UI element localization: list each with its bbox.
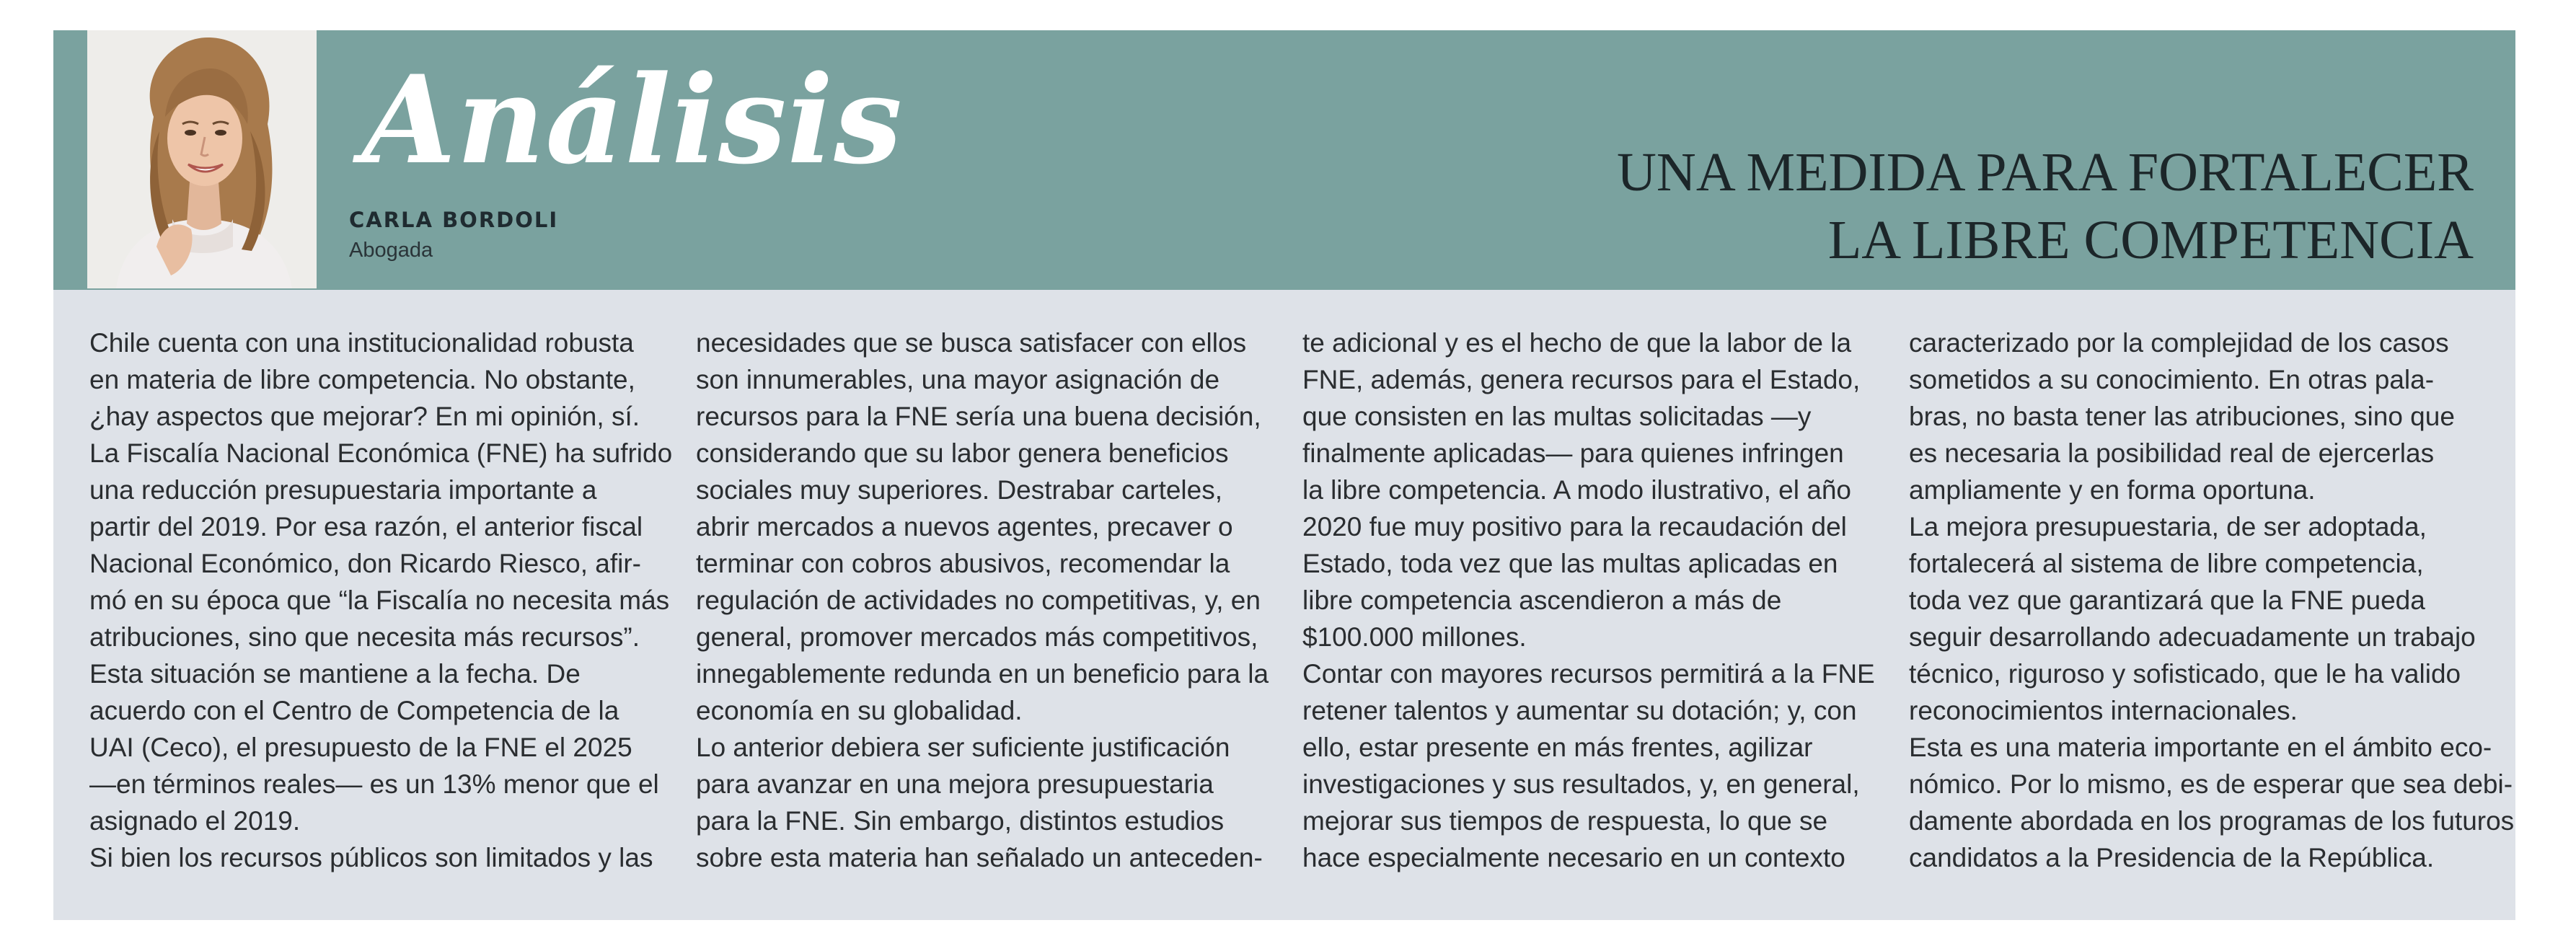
text-line: ello, estar presente en más frentes, agilizar (1302, 733, 1813, 762)
text-line: UAI (Ceco), el presupuesto de la FNE el 2025 (89, 733, 632, 762)
text-line: Esta es una materia importante en el ámbito eco- (1909, 733, 2492, 762)
text-line: terminar con cobros abusivos, recomendar la (696, 549, 1230, 578)
text-line: acuerdo con el Centro de Competencia de la (89, 696, 619, 725)
opinion-article (53, 30, 2515, 920)
text-line: economía en su globalidad. (696, 696, 1023, 725)
text-line: una reducción presupuestaria importante a (89, 475, 597, 505)
text-line: mó en su época que “la Fiscalía no necesita más (89, 585, 670, 615)
text-column-4 (1909, 324, 2515, 876)
text-line: Contar con mayores recursos permitirá a la FNE (1302, 659, 1875, 689)
text-line: Esta situación se mantiene a la fecha. De (89, 659, 581, 689)
text-line: seguir desarrollando adecuadamente un trabajo (1909, 622, 2476, 652)
text-line: recursos para la FNE sería una buena decisión, (696, 402, 1261, 431)
text-line: toda vez que garantizará que la FNE pueda (1909, 585, 2425, 615)
text-column-2 (696, 324, 1280, 876)
author-role: Abogada (349, 239, 433, 262)
author-name: CARLA BORDOLI (349, 208, 559, 232)
text-line: retener talentos y aumentar su dotación; y, con (1302, 696, 1857, 725)
text-line: finalmente aplicadas— para quienes infringen (1302, 438, 1844, 468)
text-line: para avanzar en una mejora presupuestaria (696, 769, 1214, 799)
text-line: bras, no basta tener las atribuciones, sino que (1909, 402, 2455, 431)
text-line: innegablemente redunda en un beneficio para la (696, 659, 1269, 689)
author-photo (87, 30, 317, 288)
text-column-3 (1302, 324, 1887, 876)
text-line: necesidades que se busca satisfacer con ellos (696, 328, 1247, 358)
article-headline (1617, 138, 2474, 274)
text-line: candidatos a la Presidencia de la República. (1909, 843, 2435, 872)
text-line: es necesaria la posibilidad real de ejercerlas (1909, 438, 2435, 468)
section-title: Análisis (362, 48, 903, 191)
text-line: asignado el 2019. (89, 806, 301, 836)
text-line: en materia de libre competencia. No obstante, (89, 365, 635, 394)
text-line: partir del 2019. Por esa razón, el anterior fiscal (89, 512, 643, 541)
text-line: —en términos reales— es un 13% menor que el (89, 769, 659, 799)
text-line: general, promover mercados más competitivos, (696, 622, 1258, 652)
text-line: Chile cuenta con una institucionalidad robusta (89, 328, 634, 358)
text-line: hace especialmente necesario en un contexto (1302, 843, 1845, 872)
text-line: considerando que su labor genera beneficios (696, 438, 1229, 468)
text-line: La Fiscalía Nacional Económica (FNE) ha sufrido (89, 438, 673, 468)
text-line: abrir mercados a nuevos agentes, precaver o (696, 512, 1233, 541)
text-line: Nacional Económico, don Ricardo Riesco, afir- (89, 549, 642, 578)
text-line: 2020 fue muy positivo para la recaudación del (1302, 512, 1847, 541)
text-line: La mejora presupuestaria, de ser adoptada, (1909, 512, 2427, 541)
headline-line: LA LIBRE COMPETENCIA (1827, 210, 2474, 270)
text-line: Si bien los recursos públicos son limitados y las (89, 843, 653, 872)
text-line: Estado, toda vez que las multas aplicadas en (1302, 549, 1838, 578)
text-line: que consisten en las multas solicitadas —y (1302, 402, 1812, 431)
text-line: son innumerables, una mayor asignación de (696, 365, 1220, 394)
text-line: atribuciones, sino que necesita más recursos”. (89, 622, 640, 652)
author-portrait-illustration (87, 30, 317, 288)
article-body (89, 324, 2515, 909)
text-line: nómico. Por lo mismo, es de esperar que sea debi- (1909, 769, 2513, 799)
text-line: regulación de actividades no competitivas, y, en (696, 585, 1261, 615)
text-line: para la FNE. Sin embargo, distintos estudios (696, 806, 1225, 836)
text-line: te adicional y es el hecho de que la labor de la (1302, 328, 1852, 358)
text-line: caracterizado por la complejidad de los casos (1909, 328, 2449, 358)
text-line: ampliamente y en forma oportuna. (1909, 475, 2316, 505)
text-line: libre competencia ascendieron a más de (1302, 585, 1782, 615)
text-line: fortalecerá al sistema de libre competencia, (1909, 549, 2424, 578)
text-line: mejorar sus tiempos de respuesta, lo que se (1302, 806, 1828, 836)
text-column-1 (89, 324, 674, 876)
text-line: reconocimientos internacionales. (1909, 696, 2298, 725)
headline-line: UNA MEDIDA PARA FORTALECER (1617, 142, 2474, 203)
text-line: técnico, riguroso y sofisticado, que le ha valido (1909, 659, 2461, 689)
article-header (53, 30, 2515, 290)
text-line: $100.000 millones. (1302, 622, 1527, 652)
text-line: damente abordada en los programas de los futuros (1909, 806, 2515, 836)
text-line: sobre esta materia han señalado un anteceden- (696, 843, 1263, 872)
text-line: Lo anterior debiera ser suficiente justificación (696, 733, 1230, 762)
text-line: investigaciones y sus resultados, y, en general, (1302, 769, 1860, 799)
text-line: la libre competencia. A modo ilustrativo, el año (1302, 475, 1851, 505)
text-line: sometidos a su conocimiento. En otras pala- (1909, 365, 2435, 394)
text-line: ¿hay aspectos que mejorar? En mi opinión, sí. (89, 402, 640, 431)
text-line: sociales muy superiores. Destrabar carteles, (696, 475, 1223, 505)
text-line: FNE, además, genera recursos para el Estado, (1302, 365, 1861, 394)
